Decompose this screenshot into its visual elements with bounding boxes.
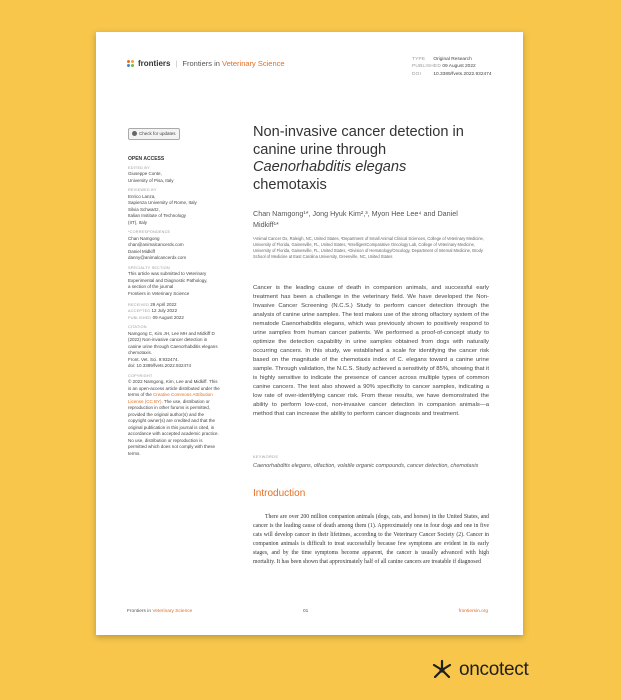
authors: Chan Namgong¹*, Jong Hyuk Kim²,³, Myon Hee Lee⁴ and Daniel Midkiff¹* <box>253 209 458 229</box>
update-icon <box>132 131 137 136</box>
footer-site: frontiersin.org <box>458 609 488 614</box>
journal-name: Frontiers in Veterinary Science <box>182 59 285 68</box>
specialty-section: This article was submitted to Veterinary Experimental and Diagnostic Pathology, a section of the journal Frontiers in Veterinary Science <box>128 271 208 296</box>
oncotect-logo-icon <box>430 658 454 682</box>
intro-paragraph: There are over 200 million companion animals (dogs, cats, and horses) in the United States, and cancer is the leading cause of death among them (1). Approximately one in four dogs and one in five cats will develop cancer in their lifetimes, according to the Veterinary Cancer Society (2). Cancer in companion animals is difficult to treat successfully because few symptoms are evident in its early stages, and by the time symptoms become apparent, the cancer is usually advanced with high mortality. It has been shown that approximately half of all canine cancers are treatable if diagnosed <box>253 514 489 565</box>
edited-by: Giuseppe Conte, University of Pisa, Italy <box>128 171 174 183</box>
keywords: Caenorhabditis elegans, olfaction, volatile organic compounds, cancer detection, chemotaxis <box>253 463 479 469</box>
article-meta: TYPE Original Research PUBLISHED 09 August 2022 DOI 10.3389/fvets.2022.932474 <box>412 57 492 77</box>
reviewed-by: Enrico Lanza, Sapienza University of Rome, Italy Silvia Schwartz, Italian Institute of Technology (IIT), Italy <box>128 193 197 225</box>
dates: RECEIVED 29 April 2022 ACCEPTED 12 July 2022 PUBLISHED 09 August 2022 <box>128 301 184 320</box>
copyright: © 2022 Namgong, Kim, Lee and Midkiff. This is an open-access article distributed under the terms of the Creative Commons Attribution License (CC BY). The use, distribution or reproduction in other forums is permitted, provided the original author(s) and the copyright owner(s) are credited and that the original publication in this journal is cited, in accordance with accepted academic practice. No use, distribution or reproduction is permitted which does not comply with these terms. <box>128 379 220 456</box>
keywords-label: KEYWORDS <box>253 454 279 459</box>
brand-logo <box>430 658 528 682</box>
page-number: 01 <box>303 609 309 614</box>
journal-header: frontiers | Frontiers in Veterinary Science <box>127 59 285 68</box>
paper-page <box>96 32 523 635</box>
check-updates-button[interactable]: Check for updates <box>128 128 180 140</box>
footer-journal: Frontiers in Veterinary Science <box>127 609 193 614</box>
abstract: Cancer is the leading cause of death in companion animals, and successful early treatment has been a challenge in the veterinary field. We have developed the Non-Invasive Cancer Screening (N.C.S.) Study to perform cancer detection through the analysis of canine urine samples. The test makes use of the strong olfactory system of the nematode Caenorhabditis elegans, which was previously shown to positively respond to urine samples from human cancer patients. We performed a proof-of-concept study to optimize the detection capability in urine samples obtained from dogs with naturally occurring cancers. In this study, we established a scale for identifying the cancer risk based on the magnitude of the chemotaxis index of C. elegans toward a canine urine sample. Through validation, the N.C.S. Study achieved a sensitivity of 85%, showing that it is highly sensitive to indicate the presence of cancer across multiple types of common canine cancers. The test also showed a 90% specificity to cancer samples, indicating a low rate of over-identifying cancer risk. From these results, we have demonstrated the ability to perform low-cost, non-invasive cancer detection in companion animals—a method that can increase the ability to perform cancer diagnosis and treatment. <box>253 285 489 417</box>
license-link[interactable]: Creative Commons Attribution License (CC BY) <box>128 392 213 404</box>
correspondence: Chan Namgong chan@animalcancerdx.com Daniel Midkiff danny@animalcancerdx.com <box>128 235 187 261</box>
frontiers-logo-icon <box>127 60 135 68</box>
section-heading: Introduction <box>253 488 306 499</box>
citation: Namgong C, Kim JH, Lee MH and Midkiff D (2022) Non-invasive cancer detection in canine urine through Caenorhabditis elegans chemotaxis. Front. Vet. Sci. 9:932474. doi: 10.3389/fvets.2022.932474 <box>128 330 218 369</box>
brand-name: oncotect <box>459 659 529 680</box>
open-access-label: OPEN ACCESS <box>128 155 165 162</box>
sidebar: Check for updates OPEN ACCESS EDITED BY Giuseppe Conte, University of Pisa, Italy REVIEWED BY Enrico Lanza, Sapienza University of Rome, Italy Silvia Schwartz, Italian Institute of Technology (IIT), Italy *CORRESPONDENCE Chan Namgong chan@animalcancerdx.com Daniel Midkiff danny@animalcancerdx.com SPECIALTY SECTION This article was submitted to Veterinary Experimental and Diagnostic Pathology, a section of the journal Frontiers in Veterinary Science RECEIVED 29 April 2022 ACCEPTED 12 July 2022 PUBLISHED 09 August 2022 CITATION Namgong C, Kim JH, Lee MH and Midkiff D (2022) Non-invasive cancer detection in canine urine through Caenorhabditis elegans chemotaxis. Front. Vet. Sci. 9:932474. doi: 10.3389/fvets.2022.932474 COPYRIGHT © 2022 Namgong, Kim, Lee and Midkiff. This is an open-access article distributed under the terms of the Creative Commons Attribution License (CC BY). The use, distribution or reproduction in other forums is permitted, provided the original author(s) and the copyright owner(s) are credited and that the original publication in this journal is cited, in accordance with accepted academic practice. No use, distribution or reproduction is permitted which does not comply with these terms. <box>128 128 220 461</box>
affiliations: ¹Animal Cancer Dx, Raleigh, NC, United States, ²Department of Small Animal Clinical Sciences, College of Veterinary Medicine, University of Florida, Gainesville, FL, United States, ³IntelligentComparative Oncology Lab, College of Veterinary Medicine, University of Florida, Gainesville, FL, United States, ⁴Division of Hematology/Oncology, Department of Internal Medicine, Brody School of Medicine at East Carolina University, Greenville, NC, United States <box>253 236 484 259</box>
article-title: Non-invasive cancer detection in canine urine through Caenorhabditis elegans chemotaxis <box>253 124 464 193</box>
publisher-name: frontiers <box>138 59 171 68</box>
